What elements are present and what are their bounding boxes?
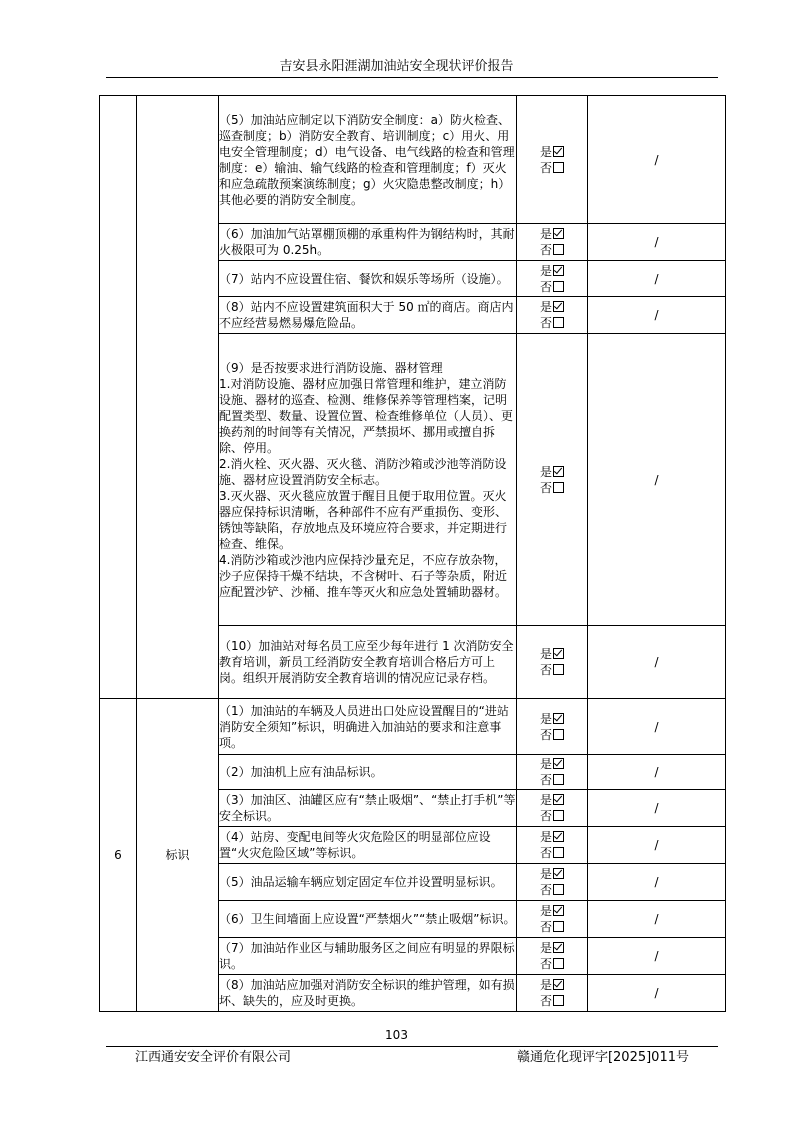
result-cell: 是 否 <box>517 96 588 224</box>
requirement-cell: （10）加油站对每名员工应至少每年进行 1 次消防安全教育培训，新员工经消防安全教育培训合格后方可上岗。组织开展消防安全教育培训的情况应记录存档。 <box>219 626 517 699</box>
requirement-cell: （6）卫生间墙面上应设置“严禁烟火”“禁止吸烟”标识。 <box>219 901 517 938</box>
note-cell: / <box>588 96 726 224</box>
requirement-cell: （5）油品运输车辆应划定固定车位并设置明显标识。 <box>219 864 517 901</box>
checkbox-yes-checked[interactable] <box>553 868 564 879</box>
checkbox-yes-checked[interactable] <box>553 466 564 477</box>
result-cell: 是 否 <box>517 261 588 297</box>
result-cell: 是 否 <box>517 827 588 864</box>
requirement-cell: （4）站房、变配电间等火灾危险区的明显部位应设置“火灾危险区域”等标识。 <box>219 827 517 864</box>
table-row <box>100 699 726 755</box>
checkbox-yes-checked[interactable] <box>553 758 564 769</box>
result-cell: 是 否 <box>517 699 588 755</box>
evaluation-table <box>99 95 726 1012</box>
note-cell: / <box>588 938 726 975</box>
requirement-cell: （6）加油加气站罩棚顶棚的承重构件为钢结构时，其耐火极限可为 0.25h。 <box>219 224 517 261</box>
requirement-cell: （3）加油区、油罐区应有“禁止吸烟”、“禁止打手机”等安全标识。 <box>219 790 517 827</box>
checkbox-yes-checked[interactable] <box>553 301 564 312</box>
note-cell: / <box>588 901 726 938</box>
requirement-cell: （7）加油站作业区与辅助服务区之间应有明显的界限标识。 <box>219 938 517 975</box>
checkbox-yes-checked[interactable] <box>553 146 564 157</box>
company-name: 江西通安安全评价有限公司 <box>135 1050 292 1065</box>
note-cell: / <box>588 827 726 864</box>
category-cell: 标识 <box>137 699 219 1012</box>
report-number: 赣通危化现评字[2025]011号 <box>516 1050 689 1065</box>
checkbox-no[interactable] <box>553 664 564 675</box>
requirement-cell: （7）站内不应设置住宿、餐饮和娱乐等场所（设施）。 <box>219 261 517 297</box>
page-number: 103 <box>385 1028 408 1042</box>
page-header-title: 吉安县永阳涯湖加油站安全现状评价报告 <box>279 59 514 74</box>
checkbox-yes-checked[interactable] <box>553 831 564 842</box>
item-number-cell: 6 <box>100 699 137 1012</box>
checkbox-no[interactable] <box>553 162 564 173</box>
checkbox-no[interactable] <box>553 884 564 895</box>
note-cell: / <box>588 261 726 297</box>
checkbox-yes-checked[interactable] <box>553 228 564 239</box>
result-cell: 是 否 <box>517 755 588 790</box>
result-cell: 是 否 <box>517 334 588 626</box>
checkbox-yes-checked[interactable] <box>553 265 564 276</box>
note-cell: / <box>588 334 726 626</box>
checkbox-no[interactable] <box>553 482 564 493</box>
note-cell: / <box>588 864 726 901</box>
note-cell: / <box>588 755 726 790</box>
checkbox-yes-checked[interactable] <box>553 942 564 953</box>
requirement-cell: （8）站内不应设置建筑面积大于 50 ㎡的商店。商店内不应经营易燃易爆危险品。 <box>219 297 517 334</box>
checkbox-no[interactable] <box>553 729 564 740</box>
checkbox-no[interactable] <box>553 810 564 821</box>
checkbox-no[interactable] <box>553 244 564 255</box>
requirement-cell: （5）加油站应制定以下消防安全制度：a）防火检查、巡查制度；b）消防安全教育、培训制度；c）用火、用电安全管理制度；d）电气设备、电气线路的检查和管理制度：e）输油、输气线路的检查和管理制度；f）灭火和应急疏散预案演练制度；g）火灾隐患整改制度；h）其他必要的消防安全制度。 <box>219 96 517 224</box>
checkbox-yes-checked[interactable] <box>553 794 564 805</box>
checkbox-no[interactable] <box>553 774 564 785</box>
result-cell: 是 否 <box>517 224 588 261</box>
item-number-cell <box>100 96 137 699</box>
result-cell: 是 否 <box>517 975 588 1012</box>
checkbox-yes-checked[interactable] <box>553 905 564 916</box>
footer-divider <box>106 1046 718 1047</box>
result-cell: 是 否 <box>517 864 588 901</box>
checkbox-no[interactable] <box>553 921 564 932</box>
checkbox-yes-checked[interactable] <box>553 648 564 659</box>
checkbox-no[interactable] <box>553 281 564 292</box>
checkbox-yes-checked[interactable] <box>553 713 564 724</box>
requirement-cell: （2）加油机上应有油品标识。 <box>219 755 517 790</box>
note-cell: / <box>588 224 726 261</box>
requirement-cell: （9）是否按要求进行消防设施、器材管理 1.对消防设施、器材应加强日常管理和维护，建立消防设施、器材的巡查、检测、维修保养等管理档案，记明配置类型、数量、设置位置、检查维修单位（人员）、更换药剂的时间等有关情况，严禁损坏、挪用或擅自拆除、停用。 2.消火栓、灭火器、灭火毯、消防沙箱或沙池等消防设施、器材应设置消防安全标志。 3.灭火器、灭火毯应放置于醒目且便于取用位置。灭火器应保持标识清晰，各种部件不应有严重损伤、变形、锈蚀等缺陷，存放地点及环境应符合要求，并定期进行检查、维保。 4.消防沙箱或沙池内应保持沙量充足，不应存放杂物，沙子应保持干燥不结块，不含树叶、石子等杂质，附近应配置沙铲、沙桶、推车等灭火和应急处置辅助器材。 <box>219 334 517 626</box>
result-cell: 是 否 <box>517 938 588 975</box>
checkbox-yes-checked[interactable] <box>553 979 564 990</box>
checkbox-no[interactable] <box>553 847 564 858</box>
result-cell: 是 否 <box>517 626 588 699</box>
note-cell: / <box>588 626 726 699</box>
note-cell: / <box>588 790 726 827</box>
result-cell: 是 否 <box>517 790 588 827</box>
checkbox-no[interactable] <box>553 995 564 1006</box>
checkbox-no[interactable] <box>553 958 564 969</box>
note-cell: / <box>588 297 726 334</box>
note-cell: / <box>588 975 726 1012</box>
result-cell: 是 否 <box>517 297 588 334</box>
requirement-cell: （1）加油站的车辆及人员进出口处应设置醒目的“进站消防安全须知”标识，明确进入加油站的要求和注意事项。 <box>219 699 517 755</box>
header-divider <box>106 77 718 78</box>
requirement-cell: （8）加油站应加强对消防安全标识的维护管理，如有损坏、缺失的，应及时更换。 <box>219 975 517 1012</box>
note-cell: / <box>588 699 726 755</box>
result-cell: 是 否 <box>517 901 588 938</box>
table-row <box>100 96 726 224</box>
checkbox-no[interactable] <box>553 317 564 328</box>
category-cell <box>137 96 219 699</box>
